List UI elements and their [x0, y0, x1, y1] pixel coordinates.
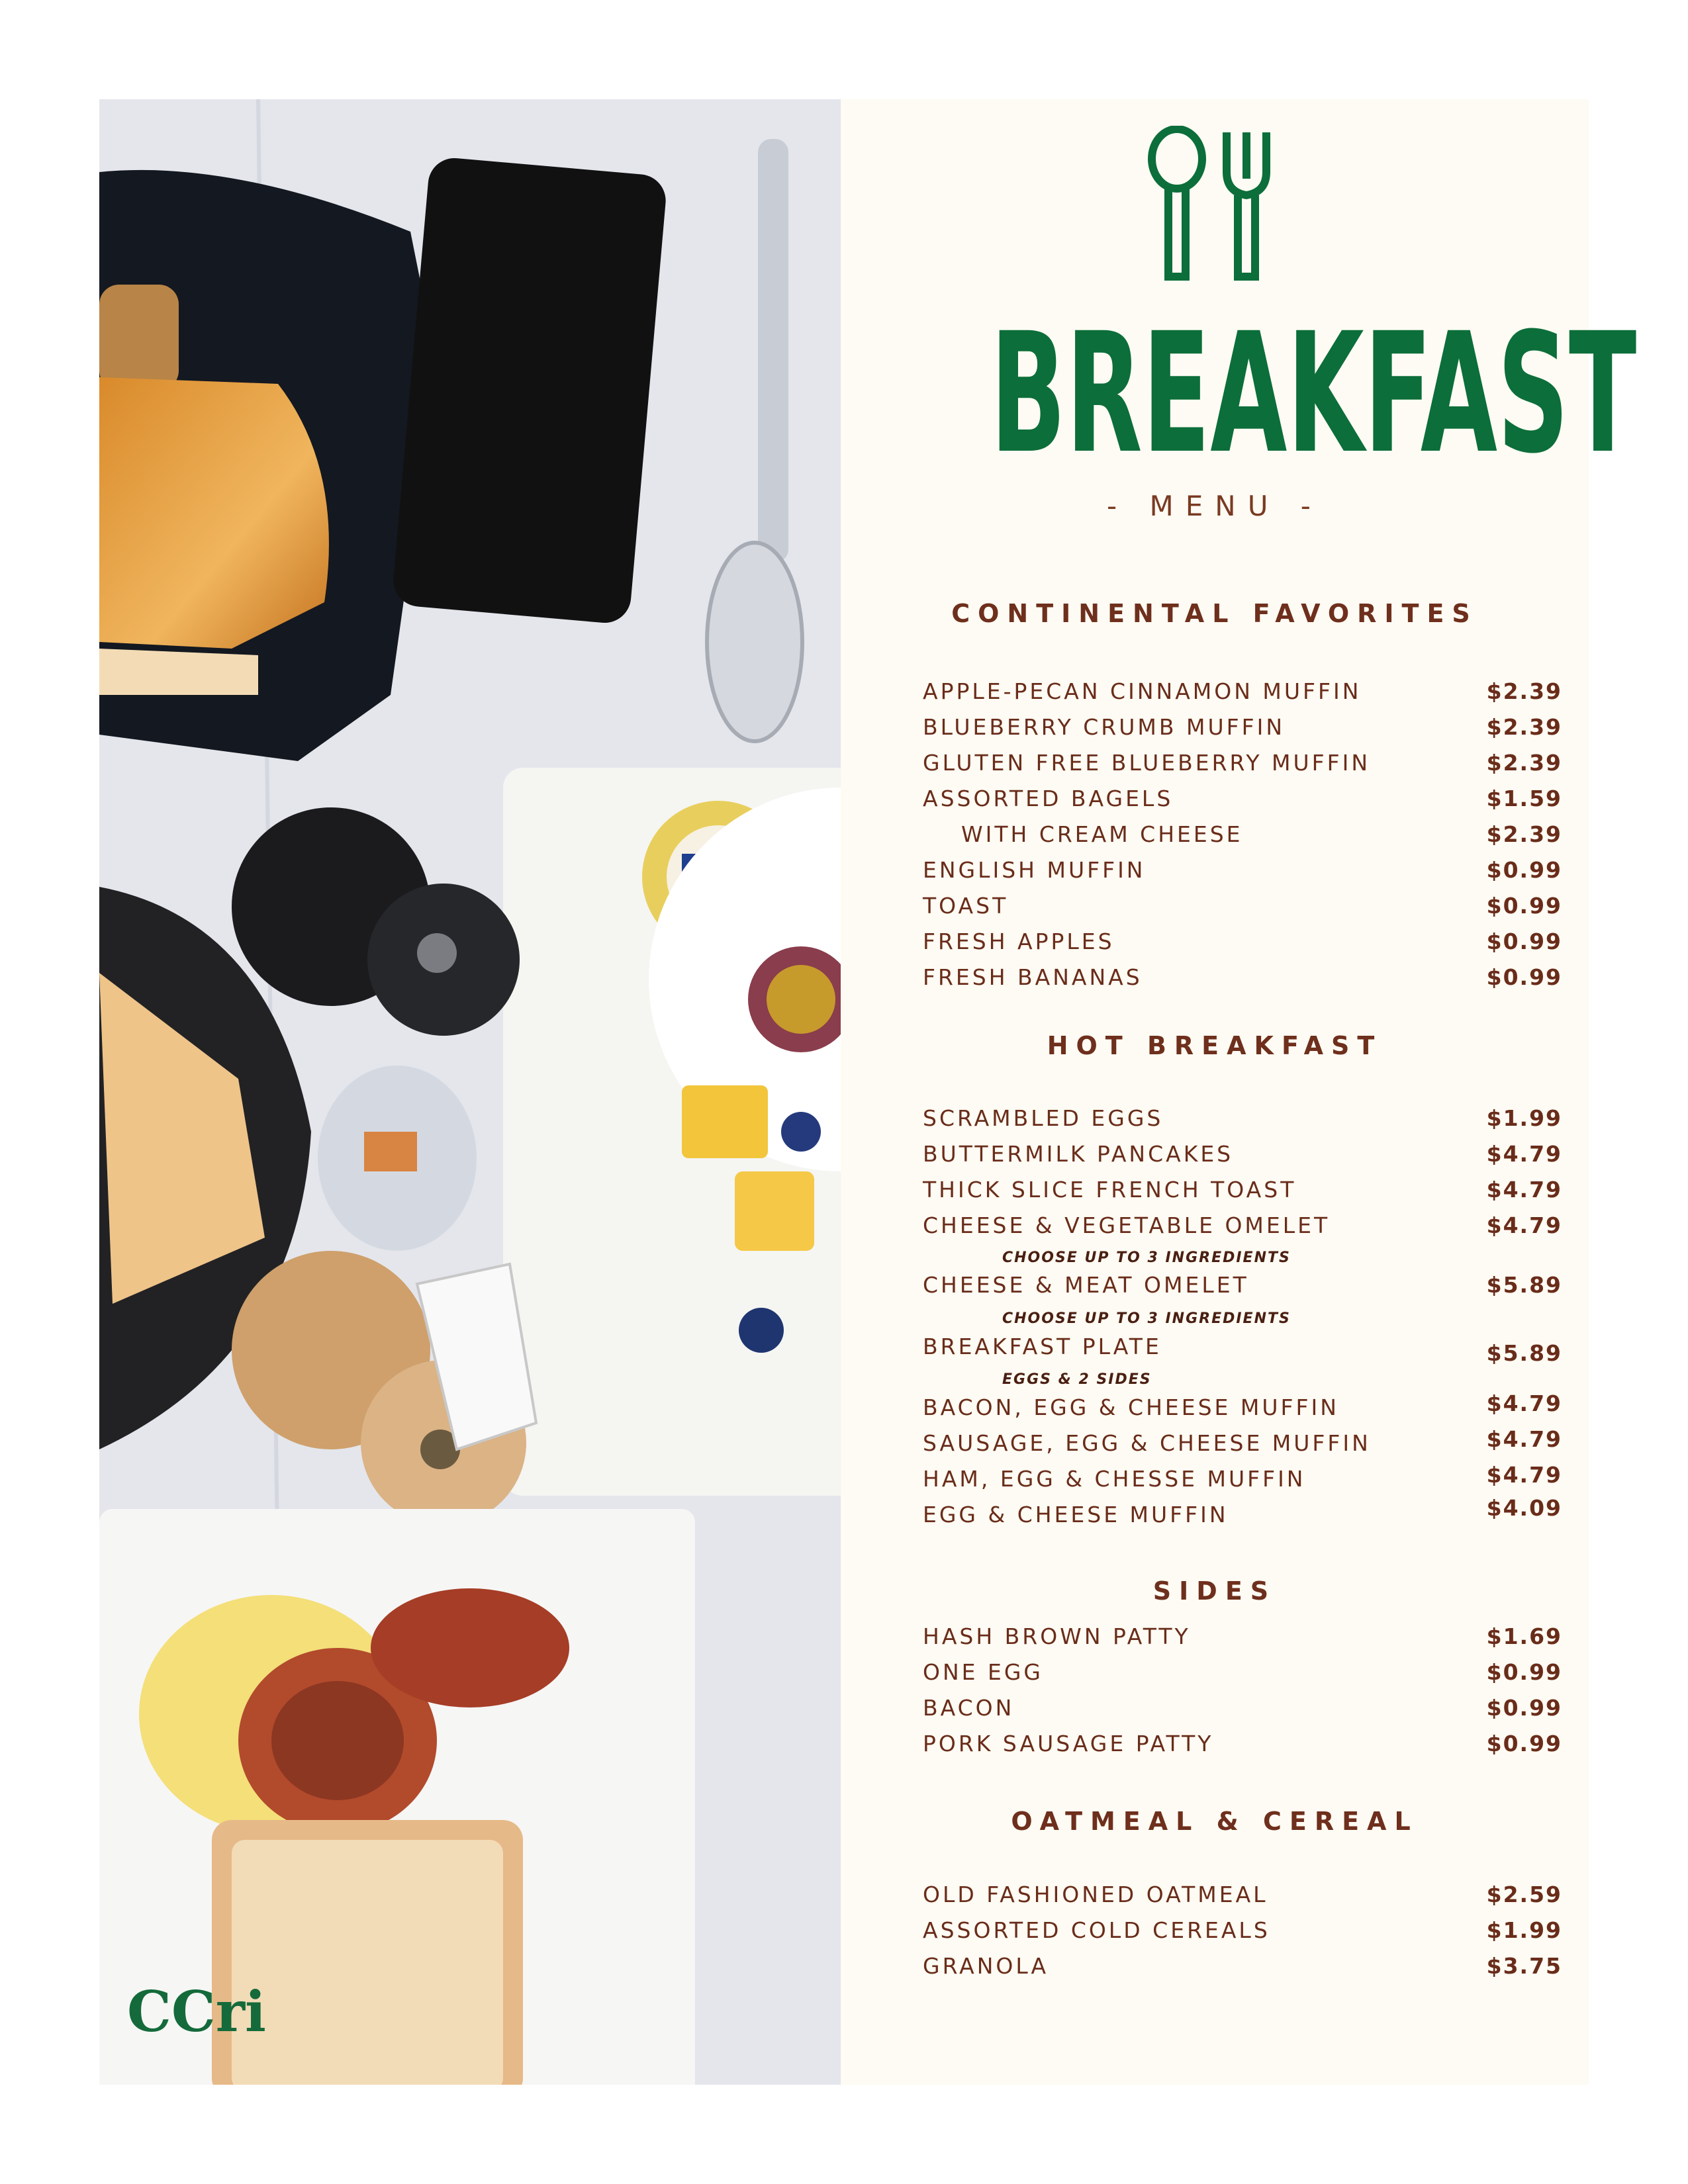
list-item: [841, 893, 1589, 926]
list-item: [841, 1623, 1589, 1657]
item-price: $4.79: [1486, 1212, 1562, 1238]
utensils-icon: [1141, 126, 1293, 285]
item-note: CHOOSE UP TO 3 INGREDIENTS: [1002, 1250, 1291, 1266]
item-price: $4.79: [1486, 1141, 1562, 1167]
list-item: [841, 1390, 1589, 1428]
list-item: [841, 857, 1589, 890]
item-name: SAUSAGE, EGG & CHEESE MUFFIN: [923, 1430, 1371, 1456]
item-name: ENGLISH MUFFIN: [923, 857, 1146, 883]
list-item: [841, 1334, 1589, 1367]
item-price: $0.99: [1486, 893, 1562, 919]
list-item: [841, 786, 1589, 819]
item-name: GLUTEN FREE BLUEBERRY MUFFIN: [923, 750, 1371, 776]
list-item: [841, 964, 1589, 997]
item-price: $0.99: [1486, 1731, 1562, 1756]
item-price: $4.09: [1486, 1495, 1562, 1521]
list-item: [841, 1177, 1589, 1210]
item-name: BACON, EGG & CHEESE MUFFIN: [923, 1394, 1339, 1420]
list-item: [841, 1272, 1589, 1305]
item-price: $1.59: [1486, 786, 1562, 811]
ccri-logo: CCri: [127, 1979, 266, 2044]
item-price: $0.99: [1486, 929, 1562, 954]
item-note: CHOOSE UP TO 3 INGREDIENTS: [1002, 1310, 1291, 1327]
item-name: BREAKFAST PLATE: [923, 1334, 1162, 1359]
list-item: [841, 1495, 1589, 1535]
section-heading-oatmeal-cereal: OATMEAL & CEREAL: [1011, 1807, 1419, 1836]
item-price: $2.39: [1486, 678, 1562, 704]
list-item: [841, 1426, 1589, 1463]
item-price: $1.99: [1486, 1917, 1562, 1943]
menu-subtitle: - MENU -: [1107, 490, 1323, 522]
item-price: $0.99: [1486, 857, 1562, 883]
breakfast-photo: [99, 99, 841, 2085]
item-price: $4.79: [1486, 1426, 1562, 1452]
item-price: $3.75: [1486, 1953, 1562, 1979]
item-price: $0.99: [1486, 1695, 1562, 1721]
item-price: $0.99: [1486, 1659, 1562, 1685]
item-price: $2.39: [1486, 714, 1562, 740]
item-name: ONE EGG: [923, 1659, 1043, 1685]
list-item: [841, 1105, 1589, 1138]
list-item: [841, 1212, 1589, 1246]
item-price: $4.79: [1486, 1462, 1562, 1488]
item-name: APPLE-PECAN CINNAMON MUFFIN: [923, 678, 1362, 704]
item-name: HAM, EGG & CHESSE MUFFIN: [923, 1466, 1306, 1492]
list-item: [841, 750, 1589, 783]
list-item: [841, 821, 1589, 854]
item-name: EGG & CHEESE MUFFIN: [923, 1502, 1229, 1527]
menu-panel: [841, 99, 1637, 2085]
menu-title: BREAKFAST: [990, 297, 1637, 490]
item-name: HASH BROWN PATTY: [923, 1623, 1191, 1649]
item-name: OLD FASHIONED OATMEAL: [923, 1882, 1268, 1907]
item-name: PORK SAUSAGE PATTY: [923, 1731, 1214, 1756]
item-price: $4.79: [1486, 1177, 1562, 1203]
item-price: $4.79: [1486, 1390, 1562, 1416]
item-name: THICK SLICE FRENCH TOAST: [923, 1177, 1297, 1203]
item-name: FRESH BANANAS: [923, 964, 1143, 990]
breakfast-photo-illustration: [99, 99, 841, 2085]
list-item: [841, 714, 1589, 747]
item-price: $5.89: [1486, 1272, 1562, 1298]
item-name: CHEESE & MEAT OMELET: [923, 1272, 1249, 1298]
list-item: [841, 1731, 1589, 1764]
spoon-icon: [1152, 129, 1202, 277]
item-name: WITH CREAM CHEESE: [961, 821, 1243, 847]
list-item: [841, 1462, 1589, 1499]
item-name: BLUEBERRY CRUMB MUFFIN: [923, 714, 1286, 740]
section-heading-hot-breakfast: HOT BREAKFAST: [1047, 1031, 1383, 1060]
list-item: [841, 1917, 1589, 1950]
list-item: [841, 678, 1589, 711]
list-item: [841, 1695, 1589, 1728]
item-price: $0.99: [1486, 964, 1562, 990]
item-name: BUTTERMILK PANCAKES: [923, 1141, 1234, 1167]
item-name: ASSORTED BAGELS: [923, 786, 1174, 811]
item-price: $5.89: [1486, 1340, 1562, 1366]
list-item: [841, 1953, 1589, 1986]
fork-icon: [1227, 132, 1266, 277]
list-item: [841, 1659, 1589, 1692]
item-price: $2.59: [1486, 1882, 1562, 1907]
item-name: FRESH APPLES: [923, 929, 1115, 954]
item-name: BACON: [923, 1695, 1015, 1721]
list-item: [841, 1882, 1589, 1915]
item-name: ASSORTED COLD CEREALS: [923, 1917, 1270, 1943]
item-price: $2.39: [1486, 750, 1562, 776]
item-name: SCRAMBLED EGGS: [923, 1105, 1164, 1131]
item-price: $2.39: [1486, 821, 1562, 847]
list-item: [841, 1141, 1589, 1174]
item-price: $1.69: [1486, 1623, 1562, 1649]
item-price: $1.99: [1486, 1105, 1562, 1131]
list-item: [841, 929, 1589, 962]
section-heading-sides: SIDES: [1152, 1576, 1277, 1606]
section-heading-continental: CONTINENTAL FAVORITES: [951, 599, 1478, 628]
item-name: CHEESE & VEGETABLE OMELET: [923, 1212, 1331, 1238]
item-name: TOAST: [923, 893, 1009, 919]
item-note: EGGS & 2 SIDES: [1002, 1371, 1152, 1388]
item-name: GRANOLA: [923, 1953, 1049, 1979]
